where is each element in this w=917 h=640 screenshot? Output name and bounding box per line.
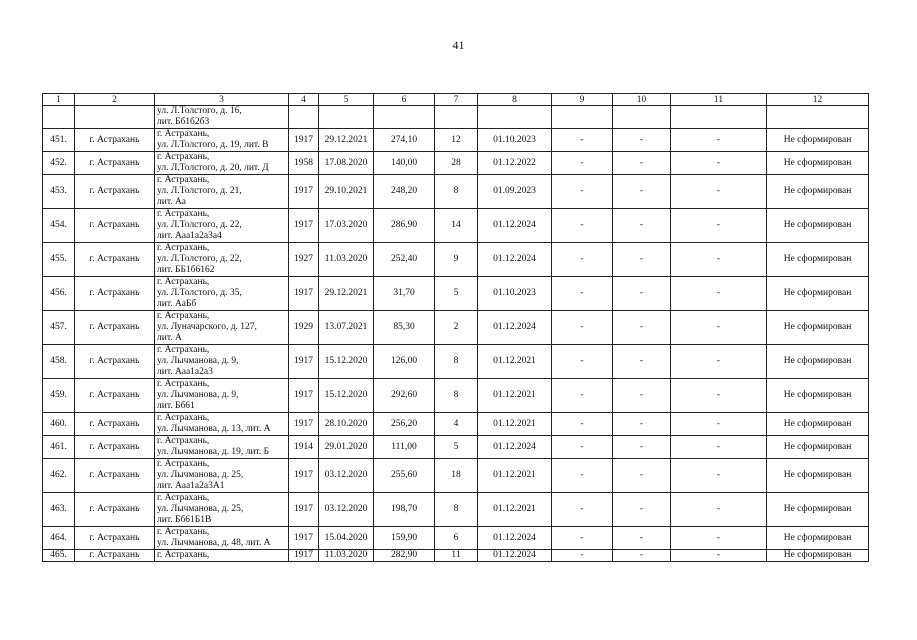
deadline-cell: 01.12.2024 bbox=[478, 311, 552, 345]
city-cell: г. Астрахань bbox=[75, 345, 155, 379]
count-cell: 28 bbox=[435, 152, 478, 175]
row-number: 455. bbox=[43, 243, 75, 277]
area-cell: 159,90 bbox=[374, 527, 435, 550]
address-cell: г. Астрахань, ул. Лычманова, д. 25, лит. Ааа1а2а3А1 bbox=[155, 459, 289, 493]
column-header-11: 11 bbox=[671, 94, 767, 106]
col11-cell: - bbox=[671, 550, 767, 562]
table-row bbox=[43, 175, 869, 209]
row-number: 461. bbox=[43, 436, 75, 459]
area-cell: 252,40 bbox=[374, 243, 435, 277]
table-row bbox=[43, 311, 869, 345]
address-cell: г. Астрахань, ул. Л.Толстого, д. 22, лит. ББ1б6162 bbox=[155, 243, 289, 277]
address-cell: г. Астрахань, ул. Лычманова, д. 48, лит. А bbox=[155, 527, 289, 550]
row-number: 451. bbox=[43, 129, 75, 152]
date-cell: 03.12.2020 bbox=[319, 493, 374, 527]
column-header-9: 9 bbox=[552, 94, 613, 106]
col11-cell: - bbox=[671, 379, 767, 413]
address-cell: г. Астрахань, bbox=[155, 550, 289, 562]
table-body bbox=[43, 106, 869, 562]
col9-cell: - bbox=[552, 459, 613, 493]
year-cell: 1929 bbox=[289, 311, 319, 345]
year-cell: 1917 bbox=[289, 527, 319, 550]
city-cell: г. Астрахань bbox=[75, 379, 155, 413]
area-cell: 31,70 bbox=[374, 277, 435, 311]
year-cell bbox=[289, 106, 319, 129]
status-cell: Не сформирован bbox=[767, 550, 869, 562]
city-cell: г. Астрахань bbox=[75, 152, 155, 175]
table-row bbox=[43, 106, 869, 129]
date-cell: 29.10.2021 bbox=[319, 175, 374, 209]
row-number: 454. bbox=[43, 209, 75, 243]
deadline-cell: 01.12.2024 bbox=[478, 527, 552, 550]
table-row bbox=[43, 436, 869, 459]
address-cell: г. Астрахань, ул. Лычманова, д. 13, лит. А bbox=[155, 413, 289, 436]
table-row bbox=[43, 550, 869, 562]
table-row bbox=[43, 243, 869, 277]
address-cell: г. Астрахань, ул. Л.Толстого, д. 20, лит. Д bbox=[155, 152, 289, 175]
status-cell: Не сформирован bbox=[767, 129, 869, 152]
deadline-cell: 01.12.2021 bbox=[478, 459, 552, 493]
date-cell: 15.12.2020 bbox=[319, 345, 374, 379]
city-cell: г. Астрахань bbox=[75, 527, 155, 550]
status-cell: Не сформирован bbox=[767, 436, 869, 459]
col11-cell: - bbox=[671, 459, 767, 493]
address-cell: г. Астрахань, ул. Л.Толстого, д. 35, лит. АаБб bbox=[155, 277, 289, 311]
column-header-10: 10 bbox=[613, 94, 671, 106]
deadline-cell: 01.12.2024 bbox=[478, 243, 552, 277]
status-cell: Не сформирован bbox=[767, 493, 869, 527]
year-cell: 1917 bbox=[289, 209, 319, 243]
city-cell: г. Астрахань bbox=[75, 436, 155, 459]
row-number: 464. bbox=[43, 527, 75, 550]
header-row bbox=[43, 94, 869, 106]
city-cell: г. Астрахань bbox=[75, 209, 155, 243]
table-row bbox=[43, 379, 869, 413]
date-cell: 03.12.2020 bbox=[319, 459, 374, 493]
date-cell: 15.04.2020 bbox=[319, 527, 374, 550]
row-number bbox=[43, 106, 75, 129]
city-cell: г. Астрахань bbox=[75, 129, 155, 152]
year-cell: 1914 bbox=[289, 436, 319, 459]
col11-cell: - bbox=[671, 413, 767, 436]
col9-cell: - bbox=[552, 436, 613, 459]
address-cell: г. Астрахань, ул. Л.Толстого, д. 22, лит. Ааа1а2а3а4 bbox=[155, 209, 289, 243]
col11-cell: - bbox=[671, 493, 767, 527]
count-cell: 18 bbox=[435, 459, 478, 493]
col11-cell: - bbox=[671, 243, 767, 277]
status-cell bbox=[767, 106, 869, 129]
city-cell: г. Астрахань bbox=[75, 277, 155, 311]
count-cell: 4 bbox=[435, 413, 478, 436]
deadline-cell: 01.12.2024 bbox=[478, 550, 552, 562]
col11-cell: - bbox=[671, 152, 767, 175]
col9-cell: - bbox=[552, 527, 613, 550]
status-cell: Не сформирован bbox=[767, 379, 869, 413]
col9-cell: - bbox=[552, 152, 613, 175]
deadline-cell: 01.12.2021 bbox=[478, 413, 552, 436]
count-cell: 8 bbox=[435, 175, 478, 209]
col9-cell: - bbox=[552, 129, 613, 152]
year-cell: 1917 bbox=[289, 345, 319, 379]
column-header-7: 7 bbox=[435, 94, 478, 106]
column-header-12: 12 bbox=[767, 94, 869, 106]
count-cell: 8 bbox=[435, 345, 478, 379]
date-cell: 11.03.2020 bbox=[319, 550, 374, 562]
col9-cell: - bbox=[552, 209, 613, 243]
count-cell: 6 bbox=[435, 527, 478, 550]
col9-cell: - bbox=[552, 550, 613, 562]
row-number: 465. bbox=[43, 550, 75, 562]
year-cell: 1917 bbox=[289, 493, 319, 527]
deadline-cell: 01.12.2024 bbox=[478, 209, 552, 243]
address-cell: ул. Л.Толстого, д. 16, лит. Бб1б2б3 bbox=[155, 106, 289, 129]
count-cell: 8 bbox=[435, 493, 478, 527]
row-number: 458. bbox=[43, 345, 75, 379]
year-cell: 1927 bbox=[289, 243, 319, 277]
col11-cell: - bbox=[671, 345, 767, 379]
table-row bbox=[43, 277, 869, 311]
column-header-2: 2 bbox=[75, 94, 155, 106]
deadline-cell: 01.12.2021 bbox=[478, 345, 552, 379]
column-header-3: 3 bbox=[155, 94, 289, 106]
row-number: 457. bbox=[43, 311, 75, 345]
row-number: 453. bbox=[43, 175, 75, 209]
year-cell: 1958 bbox=[289, 152, 319, 175]
col11-cell: - bbox=[671, 311, 767, 345]
date-cell bbox=[319, 106, 374, 129]
col11-cell: - bbox=[671, 209, 767, 243]
area-cell: 282,90 bbox=[374, 550, 435, 562]
date-cell: 15.12.2020 bbox=[319, 379, 374, 413]
count-cell: 11 bbox=[435, 550, 478, 562]
status-cell: Не сформирован bbox=[767, 413, 869, 436]
status-cell: Не сформирован bbox=[767, 527, 869, 550]
registry-table bbox=[42, 93, 869, 562]
area-cell: 256,20 bbox=[374, 413, 435, 436]
deadline-cell: 01.10.2023 bbox=[478, 277, 552, 311]
col9-cell: - bbox=[552, 413, 613, 436]
row-number: 460. bbox=[43, 413, 75, 436]
column-header-1: 1 bbox=[43, 94, 75, 106]
year-cell: 1917 bbox=[289, 459, 319, 493]
col9-cell: - bbox=[552, 493, 613, 527]
table-row bbox=[43, 413, 869, 436]
column-header-5: 5 bbox=[319, 94, 374, 106]
col10-cell: - bbox=[613, 129, 671, 152]
col10-cell: - bbox=[613, 436, 671, 459]
year-cell: 1917 bbox=[289, 550, 319, 562]
col11-cell bbox=[671, 106, 767, 129]
area-cell: 140,00 bbox=[374, 152, 435, 175]
column-header-8: 8 bbox=[478, 94, 552, 106]
area-cell: 126,00 bbox=[374, 345, 435, 379]
city-cell: г. Астрахань bbox=[75, 493, 155, 527]
year-cell: 1917 bbox=[289, 129, 319, 152]
area-cell bbox=[374, 106, 435, 129]
address-cell: г. Астрахань, ул. Л.Толстого, д. 19, лит. В bbox=[155, 129, 289, 152]
status-cell: Не сформирован bbox=[767, 277, 869, 311]
area-cell: 292,60 bbox=[374, 379, 435, 413]
city-cell: г. Астрахань bbox=[75, 243, 155, 277]
col11-cell: - bbox=[671, 527, 767, 550]
date-cell: 17.08.2020 bbox=[319, 152, 374, 175]
column-header-6: 6 bbox=[374, 94, 435, 106]
col9-cell: - bbox=[552, 379, 613, 413]
col9-cell: - bbox=[552, 243, 613, 277]
deadline-cell: 01.12.2021 bbox=[478, 493, 552, 527]
col11-cell: - bbox=[671, 436, 767, 459]
col10-cell: - bbox=[613, 345, 671, 379]
area-cell: 198,70 bbox=[374, 493, 435, 527]
year-cell: 1917 bbox=[289, 175, 319, 209]
date-cell: 13.07.2021 bbox=[319, 311, 374, 345]
city-cell: г. Астрахань bbox=[75, 311, 155, 345]
deadline-cell: 01.10.2023 bbox=[478, 129, 552, 152]
year-cell: 1917 bbox=[289, 277, 319, 311]
date-cell: 17.03.2020 bbox=[319, 209, 374, 243]
year-cell: 1917 bbox=[289, 379, 319, 413]
col10-cell: - bbox=[613, 550, 671, 562]
city-cell: г. Астрахань bbox=[75, 550, 155, 562]
col10-cell: - bbox=[613, 413, 671, 436]
col10-cell: - bbox=[613, 243, 671, 277]
deadline-cell bbox=[478, 106, 552, 129]
col9-cell: - bbox=[552, 277, 613, 311]
col11-cell: - bbox=[671, 129, 767, 152]
date-cell: 29.01.2020 bbox=[319, 436, 374, 459]
table-row bbox=[43, 152, 869, 175]
count-cell bbox=[435, 106, 478, 129]
deadline-cell: 01.09.2023 bbox=[478, 175, 552, 209]
col10-cell: - bbox=[613, 175, 671, 209]
deadline-cell: 01.12.2022 bbox=[478, 152, 552, 175]
status-cell: Не сформирован bbox=[767, 209, 869, 243]
table-header bbox=[43, 94, 869, 106]
year-cell: 1917 bbox=[289, 413, 319, 436]
col10-cell bbox=[613, 106, 671, 129]
status-cell: Не сформирован bbox=[767, 459, 869, 493]
city-cell: г. Астрахань bbox=[75, 413, 155, 436]
date-cell: 28.10.2020 bbox=[319, 413, 374, 436]
date-cell: 29.12.2021 bbox=[319, 277, 374, 311]
area-cell: 255,60 bbox=[374, 459, 435, 493]
col9-cell: - bbox=[552, 311, 613, 345]
table-row bbox=[43, 129, 869, 152]
col10-cell: - bbox=[613, 459, 671, 493]
col10-cell: - bbox=[613, 277, 671, 311]
table-row bbox=[43, 209, 869, 243]
col10-cell: - bbox=[613, 311, 671, 345]
address-cell: г. Астрахань, ул. Лычманова, д. 19, лит. Б bbox=[155, 436, 289, 459]
address-cell: г. Астрахань, ул. Луначарского, д. 127, лит. А bbox=[155, 311, 289, 345]
col9-cell bbox=[552, 106, 613, 129]
page-number: 41 bbox=[452, 38, 465, 52]
table-row bbox=[43, 459, 869, 493]
count-cell: 5 bbox=[435, 277, 478, 311]
count-cell: 5 bbox=[435, 436, 478, 459]
status-cell: Не сформирован bbox=[767, 345, 869, 379]
row-number: 463. bbox=[43, 493, 75, 527]
area-cell: 274,10 bbox=[374, 129, 435, 152]
table-row bbox=[43, 493, 869, 527]
row-number: 452. bbox=[43, 152, 75, 175]
area-cell: 248,20 bbox=[374, 175, 435, 209]
col11-cell: - bbox=[671, 175, 767, 209]
col9-cell: - bbox=[552, 175, 613, 209]
table-row bbox=[43, 345, 869, 379]
date-cell: 29.12.2021 bbox=[319, 129, 374, 152]
address-cell: г. Астрахань, ул. Лычманова, д. 9, лит. Ааа1а2а3 bbox=[155, 345, 289, 379]
row-number: 462. bbox=[43, 459, 75, 493]
count-cell: 8 bbox=[435, 379, 478, 413]
address-cell: г. Астрахань, ул. Л.Толстого, д. 21, лит. Аа bbox=[155, 175, 289, 209]
col9-cell: - bbox=[552, 345, 613, 379]
count-cell: 9 bbox=[435, 243, 478, 277]
status-cell: Не сформирован bbox=[767, 175, 869, 209]
area-cell: 85,30 bbox=[374, 311, 435, 345]
row-number: 459. bbox=[43, 379, 75, 413]
count-cell: 14 bbox=[435, 209, 478, 243]
col10-cell: - bbox=[613, 209, 671, 243]
table-row bbox=[43, 527, 869, 550]
city-cell bbox=[75, 106, 155, 129]
city-cell: г. Астрахань bbox=[75, 175, 155, 209]
count-cell: 12 bbox=[435, 129, 478, 152]
column-header-4: 4 bbox=[289, 94, 319, 106]
address-cell: г. Астрахань, ул. Лычманова, д. 9, лит. Бб61 bbox=[155, 379, 289, 413]
city-cell: г. Астрахань bbox=[75, 459, 155, 493]
col10-cell: - bbox=[613, 493, 671, 527]
col10-cell: - bbox=[613, 527, 671, 550]
deadline-cell: 01.12.2024 bbox=[478, 436, 552, 459]
row-number: 456. bbox=[43, 277, 75, 311]
address-cell: г. Астрахань, ул. Лычманова, д. 25, лит. Бб61Б1В bbox=[155, 493, 289, 527]
col10-cell: - bbox=[613, 379, 671, 413]
status-cell: Не сформирован bbox=[767, 311, 869, 345]
col10-cell: - bbox=[613, 152, 671, 175]
deadline-cell: 01.12.2021 bbox=[478, 379, 552, 413]
col11-cell: - bbox=[671, 277, 767, 311]
count-cell: 2 bbox=[435, 311, 478, 345]
area-cell: 111,00 bbox=[374, 436, 435, 459]
status-cell: Не сформирован bbox=[767, 152, 869, 175]
date-cell: 11.03.2020 bbox=[319, 243, 374, 277]
area-cell: 286,90 bbox=[374, 209, 435, 243]
status-cell: Не сформирован bbox=[767, 243, 869, 277]
